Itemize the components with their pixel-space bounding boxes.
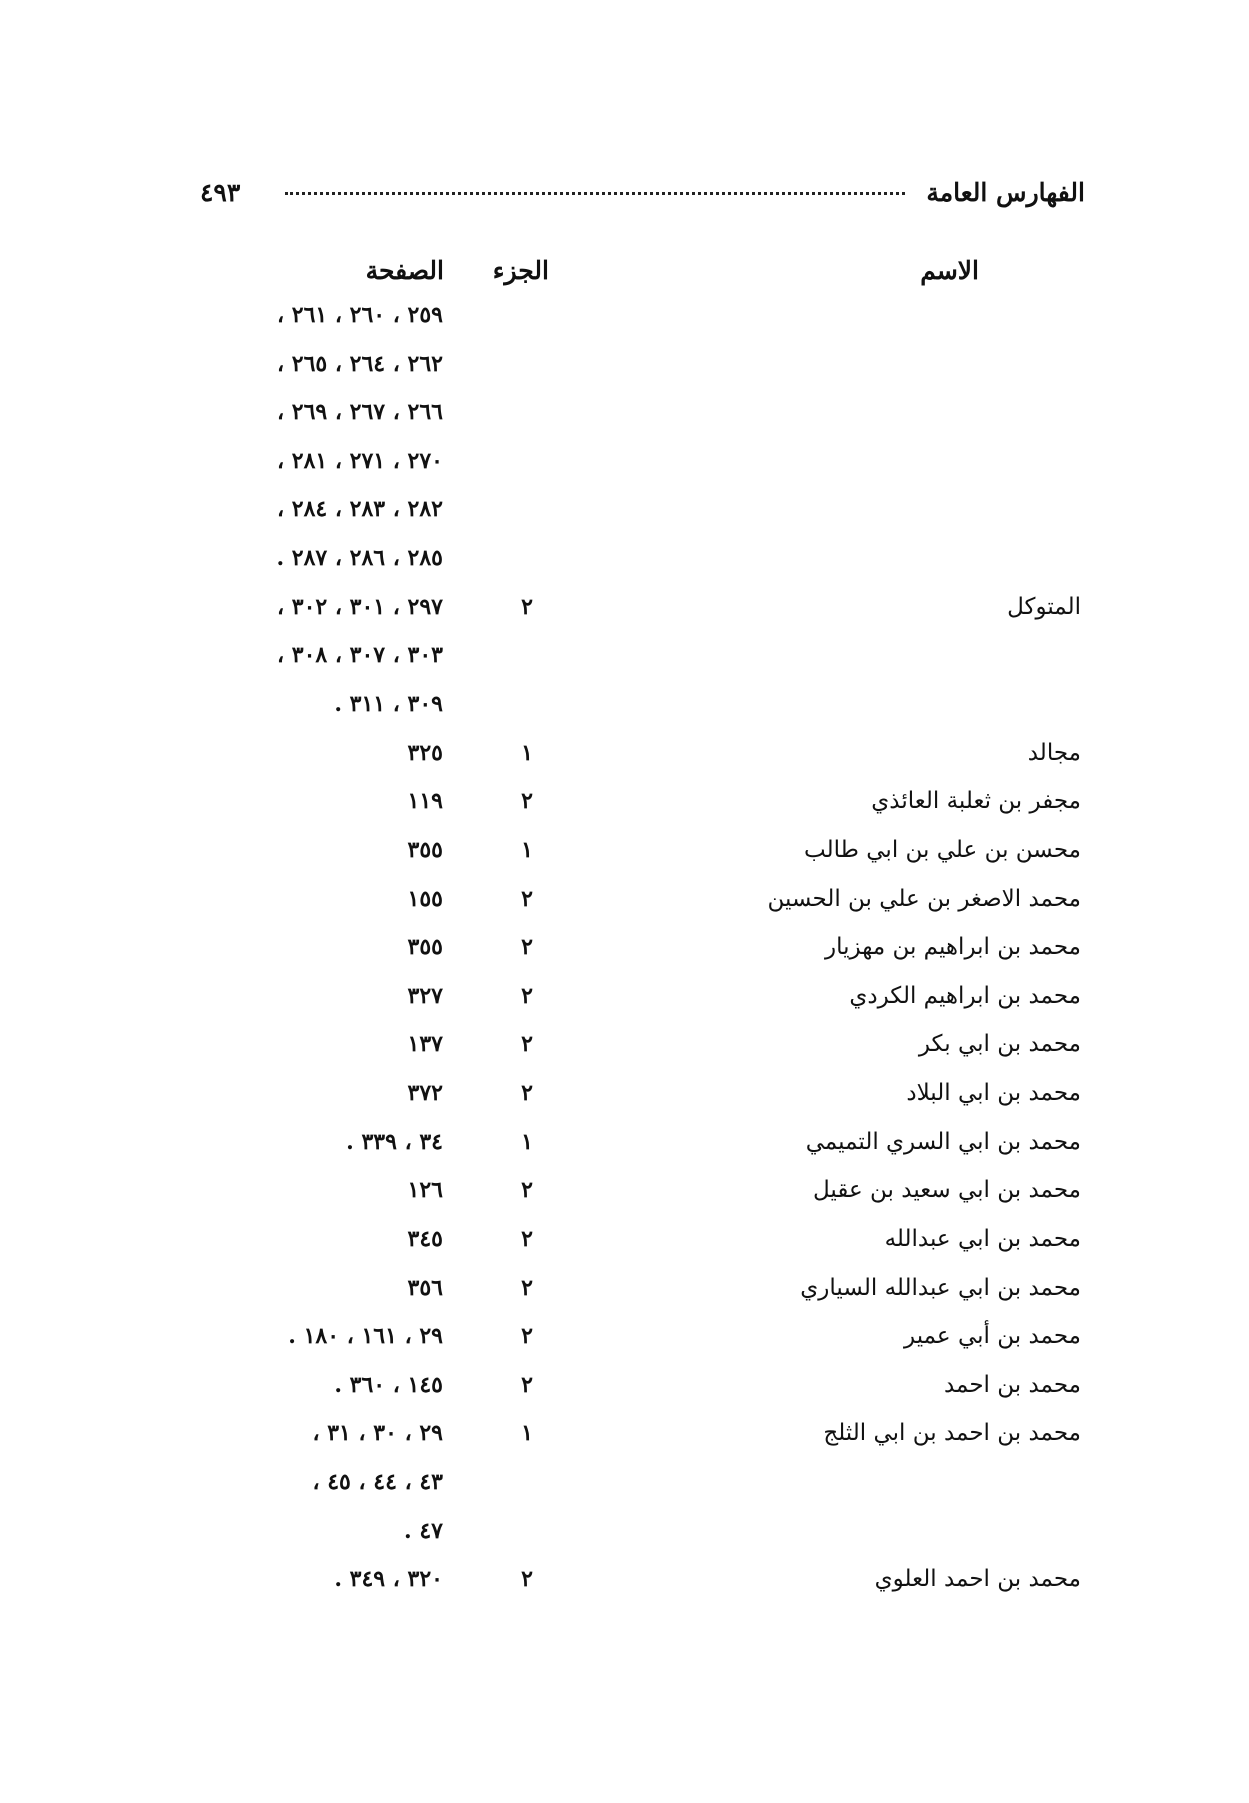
entry-pages: ٢٦٢ ، ٢٦٤ ، ٢٦٥ ، <box>277 351 443 377</box>
entry-name: محمد بن احمد <box>943 1372 1081 1398</box>
table-row <box>0 1129 1249 1169</box>
entry-part: ٢ <box>521 886 533 912</box>
table-row <box>0 1469 1249 1509</box>
page-number: ٤٩٣ <box>200 178 241 207</box>
table-row <box>0 837 1249 877</box>
entry-part: ٢ <box>521 1323 533 1349</box>
entry-pages: ٣٤ ، ٣٣٩ . <box>346 1129 443 1155</box>
entry-name: محمد بن ابي سعيد بن عقيل <box>813 1177 1081 1203</box>
entry-part: ٢ <box>521 594 533 620</box>
entry-pages: ٣٢٠ ، ٣٤٩ . <box>334 1566 443 1592</box>
table-row <box>0 788 1249 828</box>
table-row <box>0 1518 1249 1558</box>
table-row <box>0 642 1249 682</box>
table-row <box>0 983 1249 1023</box>
entry-name: المتوكل <box>1007 594 1081 620</box>
entry-name: محمد بن احمد بن ابي الثلج <box>823 1420 1081 1446</box>
entry-pages: ٢٩ ، ١٦١ ، ١٨٠ . <box>288 1323 443 1349</box>
table-row <box>0 691 1249 731</box>
entry-name: محمد بن ابي البلاد <box>906 1080 1081 1106</box>
table-row <box>0 1420 1249 1460</box>
entry-name: محمد بن ابراهيم الكردي <box>849 983 1081 1009</box>
entry-part: ١ <box>521 1420 533 1446</box>
entry-name: محمد بن أبي عمير <box>904 1323 1081 1349</box>
table-row <box>0 448 1249 488</box>
table-row <box>0 594 1249 634</box>
entry-pages: ٣٥٥ <box>407 934 443 960</box>
entry-part: ٢ <box>521 1080 533 1106</box>
column-header-page: الصفحة <box>365 256 444 285</box>
entry-pages: ٣٤٥ <box>407 1226 443 1252</box>
table-row <box>0 1566 1249 1606</box>
entry-pages: ٣٧٢ <box>407 1080 443 1106</box>
entry-part: ١ <box>521 1129 533 1155</box>
entry-name: محمد بن ابي بكر <box>918 1031 1081 1057</box>
table-row <box>0 1372 1249 1412</box>
entry-part: ٢ <box>521 788 533 814</box>
table-row <box>0 934 1249 974</box>
table-row <box>0 740 1249 780</box>
running-head <box>200 178 1085 218</box>
entry-part: ٢ <box>521 1226 533 1252</box>
table-row <box>0 496 1249 536</box>
entry-name: محمد بن احمد العلوي <box>874 1566 1081 1592</box>
entry-pages: ٢٧٠ ، ٢٧١ ، ٢٨١ ، <box>277 448 443 474</box>
entry-name: محمد بن ابي السري التميمي <box>805 1129 1081 1155</box>
table-row <box>0 1080 1249 1120</box>
entry-name: مجالد <box>1027 740 1081 766</box>
entry-pages: ٣٠٩ ، ٣١١ . <box>334 691 443 717</box>
entry-pages: ١٥٥ <box>407 886 443 912</box>
entry-part: ١ <box>521 837 533 863</box>
table-row <box>0 302 1249 342</box>
entry-pages: ٣٥٥ <box>407 837 443 863</box>
entry-name: محمد الاصغر بن علي بن الحسين <box>767 886 1081 912</box>
entry-part: ٢ <box>521 934 533 960</box>
entry-pages: ١١٩ <box>407 788 443 814</box>
entry-part: ٢ <box>521 1275 533 1301</box>
table-row <box>0 1031 1249 1071</box>
entry-pages: ١٢٦ <box>407 1177 443 1203</box>
entry-pages: ٢٦٦ ، ٢٦٧ ، ٢٦٩ ، <box>277 399 443 425</box>
entry-pages: ٣٢٧ <box>407 983 443 1009</box>
entry-part: ٢ <box>521 1372 533 1398</box>
entry-pages: ٣٥٦ <box>407 1275 443 1301</box>
entry-part: ٢ <box>521 1031 533 1057</box>
running-title: الفهارس العامة <box>926 178 1085 207</box>
entry-part: ١ <box>521 740 533 766</box>
entry-pages: ٤٣ ، ٤٤ ، ٤٥ ، <box>312 1469 443 1495</box>
table-row <box>0 545 1249 585</box>
entry-pages: ١٤٥ ، ٣٦٠ . <box>334 1372 443 1398</box>
entry-name: محمد بن ابي عبدالله <box>884 1226 1081 1252</box>
entry-name: محمد بن ابراهيم بن مهزيار <box>825 934 1081 960</box>
leader-dots <box>285 192 905 195</box>
entry-part: ٢ <box>521 983 533 1009</box>
entry-name: مجفر بن ثعلبة العائذي <box>871 788 1081 814</box>
table-row <box>0 1226 1249 1266</box>
column-header-part: الجزء <box>492 256 549 285</box>
column-header-name: الاسم <box>920 256 979 285</box>
entry-pages: ٢٩ ، ٣٠ ، ٣١ ، <box>312 1420 443 1446</box>
entry-part: ٢ <box>521 1177 533 1203</box>
table-row <box>0 1323 1249 1363</box>
entry-name: محسن بن علي بن ابي طالب <box>804 837 1081 863</box>
entry-pages: ٢٥٩ ، ٢٦٠ ، ٢٦١ ، <box>277 302 443 328</box>
table-row <box>0 351 1249 391</box>
entry-pages: ٢٨٥ ، ٢٨٦ ، ٢٨٧ . <box>276 545 443 571</box>
table-row <box>0 1275 1249 1315</box>
entry-pages: ٣٢٥ <box>407 740 443 766</box>
table-row <box>0 399 1249 439</box>
table-row <box>0 886 1249 926</box>
table-row <box>0 1177 1249 1217</box>
entry-pages: ٢٩٧ ، ٣٠١ ، ٣٠٢ ، <box>277 594 443 620</box>
entry-pages: ١٣٧ <box>407 1031 443 1057</box>
entry-pages: ٢٨٢ ، ٢٨٣ ، ٢٨٤ ، <box>277 496 443 522</box>
entry-part: ٢ <box>521 1566 533 1592</box>
entry-pages: ٣٠٣ ، ٣٠٧ ، ٣٠٨ ، <box>277 642 443 668</box>
entry-name: محمد بن ابي عبدالله السياري <box>800 1275 1081 1301</box>
entry-pages: ٤٧ . <box>404 1518 443 1544</box>
